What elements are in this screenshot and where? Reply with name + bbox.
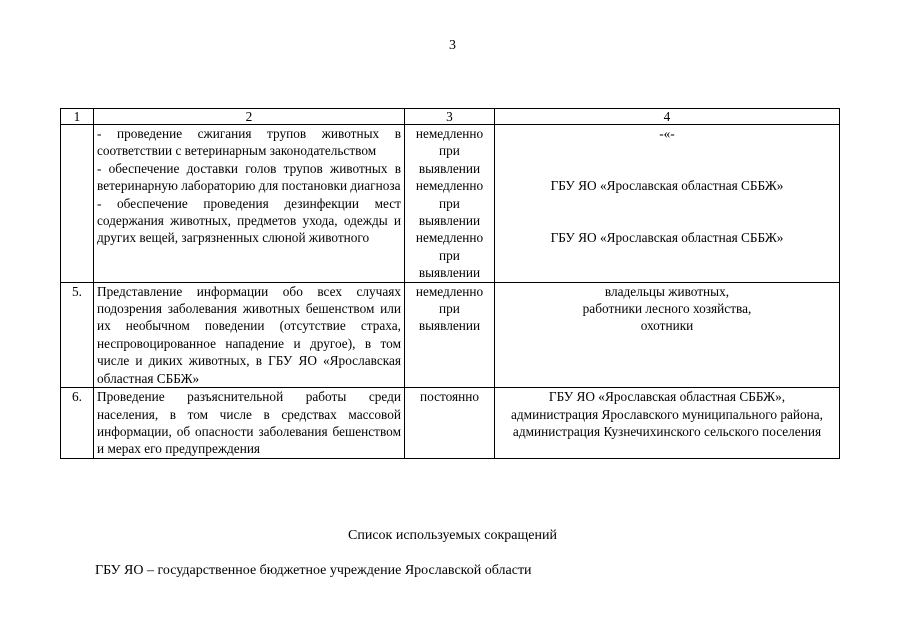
- row-number: 6.: [61, 388, 94, 459]
- column-header: 4: [495, 109, 840, 125]
- table-row: [61, 282, 840, 387]
- term-item: немедленно при выявлении: [415, 230, 484, 281]
- action-cell: Проведение разъяснительной работы среди населения, в том числе в средствах массовой информации, об опасности заболевания бешенством и мерах его предупреждения: [94, 388, 405, 459]
- table-header-row: [61, 109, 840, 125]
- responsible-item: -«-: [659, 126, 675, 141]
- column-header: 1: [61, 109, 94, 125]
- responsible-item: владельцы животных,: [604, 283, 730, 299]
- table-row: [61, 388, 840, 459]
- term-cell: постоянно: [405, 388, 495, 459]
- page-number: 3: [449, 38, 456, 53]
- abbreviation-item: ГБУ ЯО – государственное бюджетное учреждение Ярославской области: [95, 563, 532, 578]
- responsible-cell: [495, 125, 840, 283]
- term-cell: немедленно при выявлении: [405, 282, 495, 387]
- action-item: - проведение сжигания трупов животных в соответствии с ветеринарным законодательством: [97, 126, 401, 159]
- responsible-item: ГБУ ЯО «Ярославская областная СББЖ»: [550, 178, 784, 194]
- responsible-item: администрация Ярославского муниципального района,: [511, 406, 823, 422]
- action-cell: Представление информации обо всех случаях подозрения заболевания животных бешенством или их необычном поведении (отсутствие страха, неспровоцированное нападение и другое), в том числе и диких животных, в ГБУ ЯО «Ярославская областная СББЖ»: [94, 282, 405, 387]
- term-item: немедленно при выявлении: [415, 126, 484, 176]
- row-number: 5.: [61, 282, 94, 387]
- action-item: - обеспечение доставки голов трупов животных в ветеринарную лабораторию для постановки диагноза: [97, 160, 401, 194]
- responsible-item: администрация Кузнечихинского сельского поселения: [512, 423, 822, 439]
- column-header: 3: [405, 109, 495, 125]
- responsible-item: ГБУ ЯО «Ярославская областная СББЖ»: [550, 230, 784, 246]
- table-row: [61, 125, 840, 283]
- row-number: [61, 125, 94, 283]
- term-cell: [405, 125, 495, 283]
- responsible-item: охотники: [640, 318, 694, 334]
- column-header: 2: [94, 109, 405, 125]
- action-cell: [94, 125, 405, 283]
- abbreviations-heading: Список используемых сокращений: [348, 528, 557, 543]
- term-item: немедленно при выявлении: [415, 178, 484, 229]
- responsible-cell: [495, 282, 840, 387]
- responsible-item: работники лесного хозяйства,: [582, 301, 752, 317]
- responsible-item: ГБУ ЯО «Ярославская областная СББЖ»,: [548, 389, 786, 405]
- measures-table: [60, 108, 840, 459]
- responsible-cell: [495, 388, 840, 459]
- action-item: - обеспечение проведения дезинфекции мест содержания животных, предметов ухода, одежды и других вещей, загрязненных слюной животного: [97, 195, 401, 246]
